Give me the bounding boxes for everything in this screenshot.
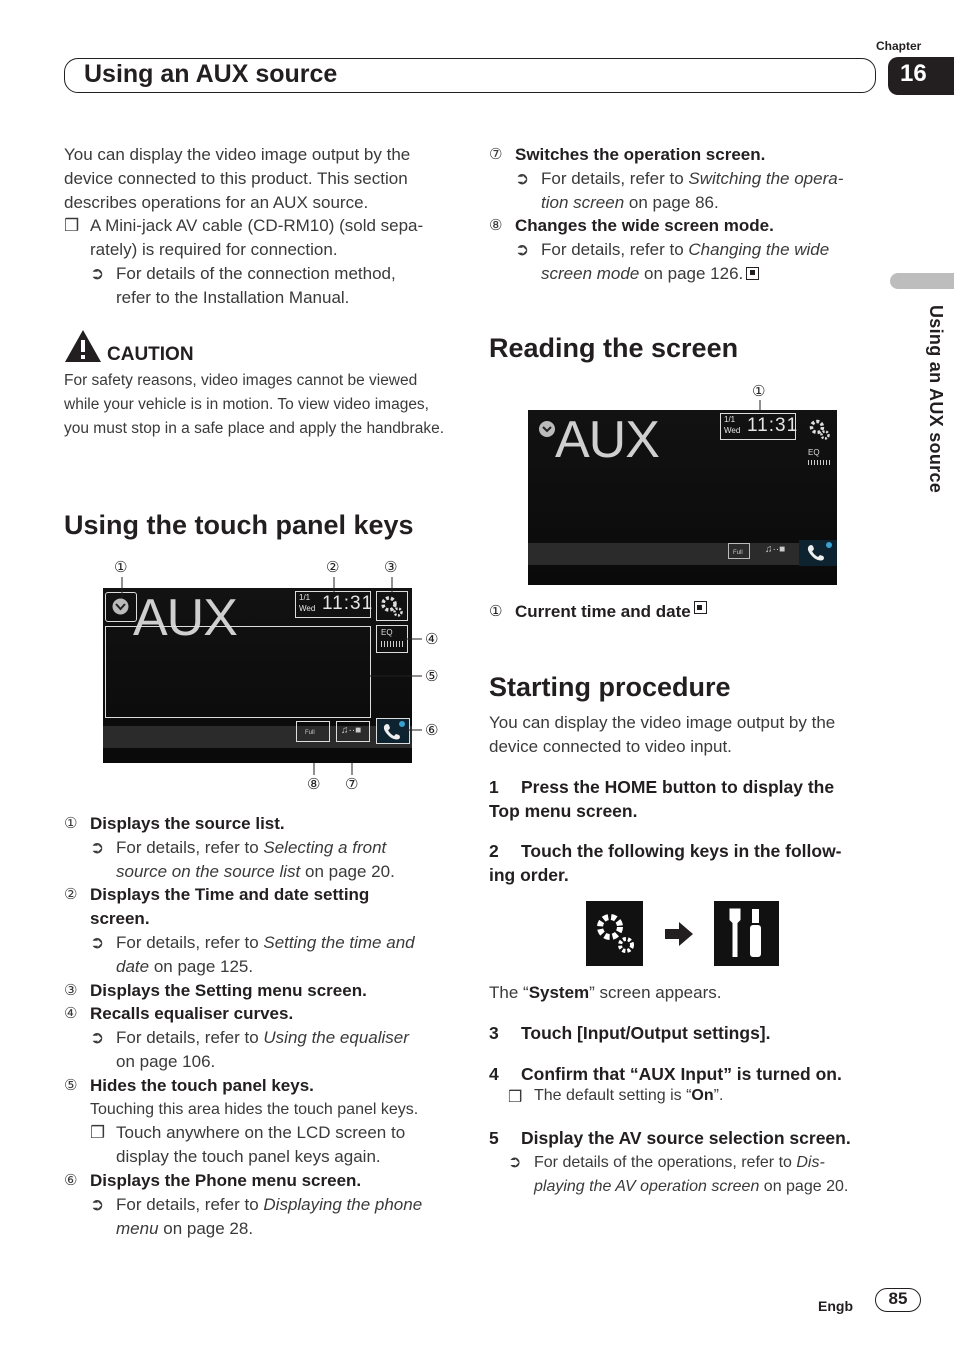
date-day: Wed: [724, 426, 741, 435]
callout-2: ②: [326, 559, 340, 576]
step-1-cont: Top menu screen.: [489, 801, 638, 821]
arrow-right-icon: [663, 920, 695, 948]
system-key-image: [714, 901, 779, 966]
arrow-bullet-icon: ➲: [90, 837, 105, 857]
item-title: Recalls equaliser curves.: [90, 1004, 294, 1024]
ref-page: on page 20.: [300, 861, 395, 881]
item-num: ④: [64, 1005, 78, 1023]
ref-link: Switching the opera-: [688, 168, 844, 188]
section-starting-title: Starting procedure: [489, 672, 731, 702]
ref-link: date: [116, 956, 150, 976]
arrow-bullet-icon: ➲: [515, 240, 530, 260]
connection-note: [90, 262, 460, 310]
settings-gear-icon[interactable]: [806, 416, 832, 442]
item-title: Changes the wide screen mode.: [515, 216, 774, 236]
ref-page: on page 106.: [116, 1051, 216, 1071]
note-text: Touch anywhere on the LCD screen to: [116, 1123, 406, 1143]
checkbox-icon: ❒: [64, 216, 80, 235]
eq-label: EQ: [381, 628, 393, 637]
ref-text: For details of the operations, refer to: [534, 1154, 797, 1171]
phone-key[interactable]: [799, 540, 837, 566]
ref-link: Selecting a front: [263, 837, 387, 857]
operation-switch-key[interactable]: ♫··■: [765, 544, 786, 555]
ref-text: For details, refer to: [116, 837, 264, 857]
step-text: Press the HOME button to display the: [521, 777, 835, 797]
step-number: 5: [489, 1128, 499, 1148]
arrow-bullet-icon: ➲: [515, 168, 530, 188]
step-text: Touch the following keys in the follow-: [521, 841, 842, 861]
operation-switch-key[interactable]: ♫··■: [336, 721, 370, 742]
conn-line1: For details of the connection method,: [116, 264, 396, 283]
item-title: Displays the Time and date setting: [90, 885, 370, 905]
item-title: screen.: [90, 909, 150, 929]
text-part: The “: [489, 983, 529, 1002]
ref-page: on page 125.: [149, 956, 254, 976]
chapter-number: 16: [888, 57, 954, 95]
aux-label: AUX: [133, 589, 237, 647]
tools-icon: [714, 901, 779, 966]
text-bold: On: [691, 1087, 714, 1104]
aux-screen-reading: [528, 410, 837, 585]
side-tab-marker: [890, 273, 954, 289]
text-part: The default setting is “: [534, 1087, 692, 1104]
step-3: [489, 1021, 771, 1045]
full-label: Full: [733, 550, 743, 556]
item-desc: Touching this area hides the touch panel keys.: [90, 1100, 419, 1118]
ref-link: tion screen: [541, 192, 625, 212]
ref-link: Setting the time and: [263, 932, 415, 952]
checkbox-icon: ❒: [508, 1089, 523, 1106]
default-note: [508, 1087, 723, 1107]
item-title: Current time and date: [515, 602, 691, 621]
date-top: 1/1: [299, 593, 311, 602]
ref-link: Changing the wide: [688, 240, 830, 260]
item-num: ⑧: [489, 217, 503, 235]
key-descriptions: [64, 812, 459, 1240]
ref-text: For details, refer to: [116, 1194, 264, 1214]
step-number: 2: [489, 841, 499, 861]
settings-key-image: [586, 901, 643, 966]
step-text: Confirm that “AUX Input” is turned on.: [521, 1064, 842, 1084]
ref-link: source on the source list: [116, 861, 301, 881]
chapter-title: Using an AUX source: [84, 60, 338, 88]
footer-language: Engb: [818, 1298, 853, 1314]
item-title: Hides the touch panel keys.: [90, 1075, 314, 1095]
intro-paragraph: You can display the video image output by the device connected to this product. This section describes operations for an AUX source.: [64, 145, 411, 212]
conn-line2: refer to the Installation Manual.: [116, 287, 350, 307]
requirement-note: [64, 214, 456, 262]
text-part: ” screen appears.: [589, 983, 722, 1002]
current-time-item: [489, 600, 707, 624]
req-line2: rately) is required for connection.: [90, 239, 338, 259]
ref-text: For details, refer to: [541, 168, 689, 188]
step-2: [489, 839, 879, 863]
eq-bars: [808, 460, 830, 465]
wide-mode-key[interactable]: [728, 543, 750, 559]
bottom-bar: [528, 543, 837, 565]
arrow-bullet-icon: ➲: [90, 1028, 105, 1048]
caution-text: For safety reasons, video images cannot be viewed while your vehicle is in motion. To view video images, you must stop in a safe place and apply the handbrake.: [64, 372, 444, 437]
time-date-display[interactable]: [720, 413, 799, 440]
item-title: Switches the operation screen.: [515, 145, 766, 164]
callout-4: ④: [425, 631, 439, 648]
ref-page: on page 28.: [158, 1218, 254, 1238]
ref-link: Using the equaliser: [263, 1028, 409, 1048]
checkbox-icon: ❒: [90, 1123, 106, 1143]
step-number: 3: [489, 1023, 499, 1043]
aux-label: AUX: [555, 411, 659, 469]
item-num: ⑦: [489, 146, 503, 163]
item-num: ①: [64, 815, 78, 832]
ref-text: For details, refer to: [116, 1028, 264, 1048]
ref-link: Dis-: [796, 1154, 825, 1171]
eq-label[interactable]: EQ: [808, 448, 820, 457]
step-5: [489, 1126, 851, 1150]
section-touch-panel-title: Using the touch panel keys: [64, 510, 414, 540]
callout-lines-1: [100, 555, 450, 800]
arrow-bullet-icon: ➲: [90, 932, 105, 952]
arrow-bullet-icon: ➲: [508, 1154, 522, 1171]
item-num: ③: [64, 981, 78, 999]
item-num: ①: [489, 603, 503, 620]
caution-icon: [64, 328, 102, 364]
time-display: 11:31: [747, 415, 799, 436]
callout-6: ⑥: [425, 722, 439, 739]
item-title: Displays the Setting menu screen.: [90, 980, 367, 1000]
phone-icon: [799, 540, 837, 566]
callout-3: ③: [384, 559, 398, 576]
callout-1: ①: [114, 559, 128, 576]
settings-gear-icon: [586, 901, 643, 966]
text-bold: System: [528, 983, 590, 1002]
ref-page: on page 126.: [639, 263, 744, 283]
step-4: [489, 1062, 842, 1086]
callout-screen2: ①: [752, 383, 766, 400]
callout-5: ⑤: [425, 668, 439, 685]
section-reading-title: Reading the screen: [489, 333, 739, 363]
starting-intro: You can display the video image output by the device connected to video input.: [489, 713, 836, 756]
time-display: 11:31: [322, 593, 374, 614]
arrow-bullet-icon: ➲: [90, 1194, 105, 1214]
item-num: ②: [64, 886, 78, 904]
item-title: Displays the Phone menu screen.: [90, 1170, 362, 1190]
ref-link: screen mode: [541, 263, 640, 283]
items-7-8: [489, 143, 879, 286]
ref-link: playing the AV operation screen: [534, 1178, 760, 1195]
item-num: ⑥: [64, 1171, 78, 1189]
ref-link: Displaying the phone: [263, 1194, 423, 1214]
item-title: Displays the source list.: [90, 814, 285, 833]
note-text: display the touch panel keys again.: [116, 1147, 381, 1167]
step-1: [489, 775, 879, 799]
callout-8: ⑧: [307, 776, 321, 793]
caution-title: CAUTION: [107, 344, 194, 365]
operations-note: [508, 1151, 878, 1199]
step-number: 1: [489, 777, 499, 797]
date-day: Wed: [299, 604, 316, 613]
side-tab-text: Using an AUX source: [926, 305, 946, 494]
step-2-cont: ing order.: [489, 865, 569, 885]
step-number: 4: [489, 1064, 499, 1084]
chapter-label: Chapter: [876, 39, 922, 53]
ref-page: on page 20.: [759, 1178, 849, 1195]
date-top: 1/1: [724, 415, 736, 424]
step-text: Display the AV source selection screen.: [521, 1128, 851, 1148]
req-line1: A Mini-jack AV cable (CD-RM10) (sold sepa-: [90, 216, 424, 235]
page-number: 85: [875, 1288, 921, 1312]
callout-7: ⑦: [345, 776, 359, 793]
ref-text: For details, refer to: [116, 932, 264, 952]
ref-text: For details, refer to: [541, 240, 689, 260]
stop-mark-icon: [746, 267, 759, 280]
full-label: Full: [305, 730, 315, 736]
ref-link: menu: [116, 1218, 159, 1238]
system-screen-text: [489, 981, 721, 1005]
step-text: Touch [Input/Output settings].: [521, 1023, 771, 1043]
arrow-bullet-icon: ➲: [90, 264, 105, 283]
stop-mark-icon: [694, 601, 707, 614]
item-num: ⑤: [64, 1076, 78, 1094]
ref-page: on page 86.: [624, 192, 719, 212]
text-part: ”.: [713, 1087, 724, 1104]
